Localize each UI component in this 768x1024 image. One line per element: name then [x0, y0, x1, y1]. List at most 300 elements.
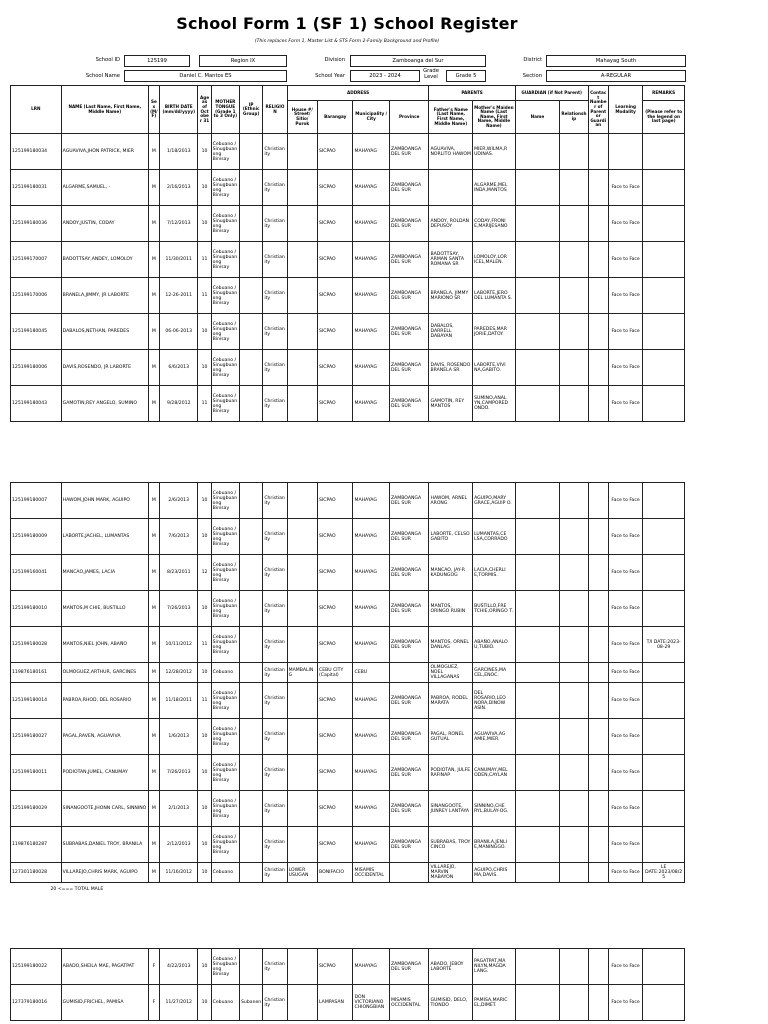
cell-remarks [643, 949, 685, 985]
cell-remarks [643, 314, 685, 350]
cell-prov: ZAMBOANGA DEL SUR [389, 683, 429, 719]
cell-father: BRANELA, JIMMY MARIONO SR [429, 278, 473, 314]
cell-sex: M [148, 350, 159, 386]
cell-sex: M [148, 555, 159, 591]
cell-grel [560, 627, 588, 663]
cell-contact [588, 591, 608, 627]
cell-father: ANDOY, ROLDAN DEPUSOY [429, 206, 473, 242]
cell-bdate: 4/22/2013 [159, 949, 198, 985]
cell-brgy: SICPAO [318, 278, 353, 314]
cell-bdate: 11/18/2011 [159, 683, 198, 719]
cell-sex: M [148, 591, 159, 627]
cell-sex: M [148, 242, 159, 278]
register-table-page-2 [10, 482, 685, 897]
cell-religion: Christianity [263, 350, 287, 386]
female-rows-section [11, 949, 685, 1021]
cell-mun: MAHAYAG [353, 206, 389, 242]
learner-row [11, 627, 685, 663]
cell-brgy: SICPAO [318, 827, 353, 863]
cell-father: LABORTE, CELSO GABITO [429, 519, 473, 555]
cell-tongue: Cebuano / Sinugbuanong Binisay [211, 134, 239, 170]
cell-age: 10 [198, 591, 211, 627]
cell-modality: Face to Face [608, 949, 642, 985]
cell-religion: Christianity [263, 483, 287, 519]
header-house: House #/ Street/ Sitio/ Purok [287, 101, 317, 134]
cell-lrn: 125199160041 [11, 555, 62, 591]
cell-mother: ALGARME,MEL INDA,MANTOS [473, 170, 516, 206]
cell-modality [608, 134, 642, 170]
cell-prov: ZAMBOANGA DEL SUR [389, 719, 429, 755]
cell-religion: Christianity [263, 949, 287, 985]
cell-age: 11 [198, 386, 211, 422]
cell-name: PODIOTAN,JUMEL, CANUMAY [61, 755, 148, 791]
cell-lrn: 125199170006 [11, 278, 62, 314]
cell-remarks [643, 985, 685, 1021]
cell-remarks [643, 206, 685, 242]
cell-ip [240, 242, 263, 278]
cell-prov: ZAMBOANGA DEL SUR [389, 314, 429, 350]
cell-gname [515, 206, 560, 242]
cell-brgy: LAMPASAN [318, 985, 353, 1021]
cell-grel [560, 206, 588, 242]
cell-religion: Christianity [263, 134, 287, 170]
cell-contact [588, 170, 608, 206]
cell-ip [240, 627, 263, 663]
cell-father: MANTOS, ORINGO RUBIN [429, 591, 473, 627]
cell-contact [588, 663, 608, 683]
cell-grel [560, 591, 588, 627]
cell-age: 11 [198, 683, 211, 719]
cell-grel [560, 863, 588, 883]
cell-tongue: Cebuano / Sinugbuanong Binisay [211, 483, 239, 519]
school-name-field: Daniel C. Mantos ES [124, 70, 287, 82]
cell-age: 10 [198, 755, 211, 791]
cell-religion: Christianity [263, 242, 287, 278]
cell-house [287, 755, 317, 791]
cell-gname [515, 591, 560, 627]
cell-religion: Christianity [263, 555, 287, 591]
cell-religion: Christianity [263, 591, 287, 627]
cell-mun: DON VICTORIANO CHIONGBIAN [353, 985, 389, 1021]
cell-brgy: BONIFACIO [318, 863, 353, 883]
cell-house [287, 386, 317, 422]
cell-lrn: 119876180161 [11, 663, 62, 683]
cell-name: MANCAO,JAMES, LACIA [61, 555, 148, 591]
cell-mun: MAHAYAG [353, 350, 389, 386]
cell-religion: Christianity [263, 985, 287, 1021]
cell-mother: LACIA,CHERLI E,TORMIS. [473, 555, 516, 591]
cell-prov: MISAMIS OCCIDENTAL [389, 985, 429, 1021]
cell-modality: Face to Face [608, 242, 642, 278]
cell-gname [515, 949, 560, 985]
cell-sex: M [148, 170, 159, 206]
cell-brgy: SICPAO [318, 627, 353, 663]
register-table-page-3 [10, 948, 685, 1021]
cell-modality: Face to Face [608, 314, 642, 350]
cell-gname [515, 314, 560, 350]
cell-sex: M [148, 206, 159, 242]
learner-row [11, 719, 685, 755]
cell-grel [560, 242, 588, 278]
cell-bdate: 06-06-2013 [159, 314, 198, 350]
learner-row [11, 386, 685, 422]
cell-mun: MAHAYAG [353, 719, 389, 755]
cell-contact [588, 719, 608, 755]
cell-lrn: 125199180014 [11, 683, 62, 719]
header-modality: Learning Modality [608, 86, 642, 134]
cell-house [287, 555, 317, 591]
cell-ip [240, 591, 263, 627]
cell-mun: MAHAYAG [353, 519, 389, 555]
cell-lrn: 125199180028 [11, 627, 62, 663]
cell-religion: Christianity [263, 627, 287, 663]
cell-sex: M [148, 134, 159, 170]
cell-name: AGUAVIVA,JHON PATRICK, MIER [61, 134, 148, 170]
cell-name: SUBRABAS,DANIEL TROY, BRANILA [61, 827, 148, 863]
cell-modality: Face to Face [608, 206, 642, 242]
cell-tongue: Cebuano / Sinugbuanong Binisay [211, 242, 239, 278]
cell-age: 10 [198, 314, 211, 350]
cell-ip [240, 278, 263, 314]
cell-sex: F [148, 985, 159, 1021]
cell-brgy: SICPAO [318, 314, 353, 350]
cell-brgy: SICPAO [318, 555, 353, 591]
cell-age: 10 [198, 663, 211, 683]
cell-gname [515, 170, 560, 206]
cell-sex: M [148, 827, 159, 863]
cell-contact [588, 755, 608, 791]
header-sex: Sex (M/F) [148, 86, 159, 134]
learner-row [11, 483, 685, 519]
cell-bdate: 11/16/2012 [159, 863, 198, 883]
learner-row [11, 591, 685, 627]
cell-grel [560, 663, 588, 683]
cell-bdate: 7/26/2013 [159, 591, 198, 627]
cell-father: AGUAVIVA, NORLITO HAWOM [429, 134, 473, 170]
cell-mother: PAREDES,MAR JORIE,DATOY. [473, 314, 516, 350]
cell-religion: Christianity [263, 314, 287, 350]
total-male-row [11, 883, 685, 897]
cell-house [287, 314, 317, 350]
cell-house [287, 591, 317, 627]
cell-contact [588, 985, 608, 1021]
cell-lrn: 125199180029 [11, 791, 62, 827]
cell-modality: Face to Face [608, 863, 642, 883]
district-field: Mahayag South [546, 55, 686, 67]
cell-contact [588, 134, 608, 170]
header-religion: RELIGION [263, 86, 287, 134]
cell-lrn: 125199180043 [11, 386, 62, 422]
cell-brgy: SICPAO [318, 949, 353, 985]
cell-lrn: 125199180007 [11, 483, 62, 519]
cell-gname [515, 827, 560, 863]
cell-mother: MIER,WILMA,R UDINAS. [473, 134, 516, 170]
cell-prov: ZAMBOANGA DEL SUR [389, 827, 429, 863]
learner-row [11, 663, 685, 683]
cell-contact [588, 483, 608, 519]
cell-age: 10 [198, 863, 211, 883]
cell-lrn: 125199170007 [11, 242, 62, 278]
header-province: Province [389, 101, 429, 134]
cell-mother: AGUIPO,MARY GRACE,AGUIP O. [473, 483, 516, 519]
cell-modality: Face to Face [608, 985, 642, 1021]
cell-modality: Face to Face [608, 663, 642, 683]
cell-ip [240, 483, 263, 519]
cell-prov: ZAMBOANGA DEL SUR [389, 949, 429, 985]
cell-religion: Christianity [263, 791, 287, 827]
cell-gname [515, 863, 560, 883]
cell-modality: Face to Face [608, 719, 642, 755]
cell-sex: F [148, 949, 159, 985]
cell-remarks [643, 350, 685, 386]
cell-mun: MAHAYAG [353, 949, 389, 985]
cell-religion: Christianity [263, 683, 287, 719]
cell-age: 11 [198, 278, 211, 314]
male-rows-section-2 [11, 483, 685, 883]
cell-house: MAMBALING [287, 663, 317, 683]
cell-contact [588, 242, 608, 278]
cell-modality: Face to Face [608, 483, 642, 519]
cell-lrn: 125199180006 [11, 350, 62, 386]
school-id-field: 125199 [124, 55, 190, 67]
cell-prov [389, 663, 429, 683]
cell-mun: MISAMIS OCCIDENTAL [353, 863, 389, 883]
cell-modality: Face to Face [608, 350, 642, 386]
grade-level-field: Grade 5 [446, 70, 486, 82]
cell-ip [240, 683, 263, 719]
cell-bdate: 12-26-2011 [159, 278, 198, 314]
cell-house [287, 627, 317, 663]
learner-row [11, 985, 685, 1021]
cell-grel [560, 755, 588, 791]
cell-mother: SUMINO,ANAL YN,CAMPORED ONDO. [473, 386, 516, 422]
cell-prov: ZAMBOANGA DEL SUR [389, 134, 429, 170]
cell-tongue: Cebuano / Sinugbuanong Binisay [211, 314, 239, 350]
cell-grel [560, 791, 588, 827]
cell-name: GAMOTIN,REY ANGELO, SUMINO [61, 386, 148, 422]
cell-mother: PAMISA,MARIC EL,DIMET. [473, 985, 516, 1021]
learner-row [11, 827, 685, 863]
header-parents: PARENTS [429, 86, 515, 101]
cell-name: ALGARME,SAMUEL, - [61, 170, 148, 206]
cell-sex: M [148, 791, 159, 827]
header-contact: Contact Number of Parent or Guardian [588, 86, 608, 134]
cell-mun: MAHAYAG [353, 683, 389, 719]
cell-mother: CODAY,FRONI E,MARIJESANO [473, 206, 516, 242]
cell-tongue: Cebuano / Sinugbuanong Binisay [211, 719, 239, 755]
cell-lrn: 125199180011 [11, 755, 62, 791]
cell-brgy: SICPAO [318, 683, 353, 719]
cell-prov: ZAMBOANGA DEL SUR [389, 627, 429, 663]
learner-row [11, 949, 685, 985]
cell-mun: MAHAYAG [353, 242, 389, 278]
school-year-field: 2023 - 2024 [350, 70, 420, 82]
cell-name: HAWOM,JOHN MARK, AGUIPO [61, 483, 148, 519]
male-rows-section-1 [11, 134, 685, 422]
cell-prov: ZAMBOANGA DEL SUR [389, 791, 429, 827]
cell-bdate: 1/18/2013 [159, 134, 198, 170]
cell-brgy: SICPAO [318, 719, 353, 755]
cell-tongue: Cebuano [211, 985, 239, 1021]
cell-mother: LOMOLOY,LOR ICEL,MALEN. [473, 242, 516, 278]
cell-tongue: Cebuano / Sinugbuanong Binisay [211, 170, 239, 206]
cell-modality: Face to Face [608, 386, 642, 422]
cell-tongue: Cebuano / Sinugbuanong Binisay [211, 627, 239, 663]
cell-remarks [643, 386, 685, 422]
cell-tongue: Cebuano / Sinugbuanong Binisay [211, 350, 239, 386]
cell-lrn: 125199180036 [11, 206, 62, 242]
cell-house: LOWER USUGAN [287, 863, 317, 883]
cell-religion: Christianity [263, 206, 287, 242]
district-label: District [523, 57, 542, 63]
cell-gname [515, 134, 560, 170]
cell-gname [515, 719, 560, 755]
cell-brgy: SICPAO [318, 519, 353, 555]
cell-remarks [643, 519, 685, 555]
cell-tongue: Cebuano / Sinugbuanong Binisay [211, 827, 239, 863]
cell-bdate: 11/30/2011 [159, 242, 198, 278]
cell-grel [560, 314, 588, 350]
cell-father: SINANGOOTE, JUNREY LANTAYA [429, 791, 473, 827]
cell-prov: ZAMBOANGA DEL SUR [389, 386, 429, 422]
cell-grel [560, 386, 588, 422]
cell-religion: Christianity [263, 386, 287, 422]
cell-father: OLMOGUEZ, NOEL VILLAGANAS [429, 663, 473, 683]
cell-bdate: 11/27/2012 [159, 985, 198, 1021]
cell-father: PODIOTAN, JULFE RAFINAP [429, 755, 473, 791]
cell-lrn: 125199180027 [11, 719, 62, 755]
cell-house [287, 170, 317, 206]
cell-mun: MAHAYAG [353, 170, 389, 206]
learner-row [11, 791, 685, 827]
cell-tongue: Cebuano / Sinugbuanong Binisay [211, 555, 239, 591]
cell-age: 10 [198, 483, 211, 519]
cell-father: ABADO, JEBOY LABORTE [429, 949, 473, 985]
cell-mun: MAHAYAG [353, 314, 389, 350]
cell-religion: Christianity [263, 755, 287, 791]
register-table-page-1 [10, 85, 685, 422]
cell-ip [240, 386, 263, 422]
cell-father: PAGAL, RONEL GUTUAL [429, 719, 473, 755]
cell-tongue: Cebuano / Sinugbuanong Binisay [211, 755, 239, 791]
cell-age: 10 [198, 791, 211, 827]
learner-row [11, 863, 685, 883]
cell-ip [240, 863, 263, 883]
learner-row [11, 350, 685, 386]
cell-grel [560, 827, 588, 863]
school-year-label: School Year [315, 73, 345, 79]
cell-gname [515, 985, 560, 1021]
cell-house [287, 791, 317, 827]
cell-name: OLMOGUEZ,ARTHUR, GARCINES [61, 663, 148, 683]
cell-mun: MAHAYAG [353, 278, 389, 314]
cell-house [287, 134, 317, 170]
cell-remarks: LE DATE:2023/08/25 [643, 863, 685, 883]
cell-gname [515, 483, 560, 519]
cell-age: 10 [198, 949, 211, 985]
cell-lrn: 119876180287 [11, 827, 62, 863]
cell-contact [588, 627, 608, 663]
header-barangay: Barangay [318, 101, 353, 134]
cell-lrn: 125199180009 [11, 519, 62, 555]
learner-row [11, 206, 685, 242]
cell-bdate: 10/11/2012 [159, 627, 198, 663]
cell-ip [240, 827, 263, 863]
cell-brgy: SICPAO [318, 386, 353, 422]
cell-mother: PAGATPAT,MA NILYN,MAGDA LANG. [473, 949, 516, 985]
cell-ip: Subanen [240, 985, 263, 1021]
header-mother: Mother's Maiden Name (Last Name, First Name, Middle Name) [473, 101, 516, 134]
cell-remarks [643, 170, 685, 206]
cell-brgy: SICPAO [318, 134, 353, 170]
cell-father: HAWOM, ARNEL ARONG [429, 483, 473, 519]
cell-sex: M [148, 519, 159, 555]
cell-tongue: Cebuano / Sinugbuanong Binisay [211, 206, 239, 242]
cell-father: MANCAO, JAY-R KADUNGOG [429, 555, 473, 591]
cell-prov: ZAMBOANGA DEL SUR [389, 242, 429, 278]
cell-contact [588, 863, 608, 883]
header-remarks: REMARKS [643, 86, 685, 101]
cell-name: DABALOS,NETHAN, PAREDES [61, 314, 148, 350]
header-address: ADDRESS [287, 86, 429, 101]
cell-grel [560, 719, 588, 755]
cell-mun: MAHAYAG [353, 134, 389, 170]
cell-name: SINANGOOTE,JHONN CARL, SINNINO [61, 791, 148, 827]
cell-sex: M [148, 755, 159, 791]
cell-house [287, 242, 317, 278]
cell-modality: Face to Face [608, 791, 642, 827]
cell-ip [240, 791, 263, 827]
cell-lrn: 125199180034 [11, 134, 62, 170]
cell-remarks [643, 719, 685, 755]
cell-ip [240, 350, 263, 386]
learner-row [11, 170, 685, 206]
cell-grel [560, 519, 588, 555]
cell-name: BADOTTSAY,ANDEY, LOMOLOY [61, 242, 148, 278]
cell-mother: LABORTE,JERO DEL LUMANTA S. [473, 278, 516, 314]
cell-religion: Christianity [263, 170, 287, 206]
cell-name: PAGAL,RAVEN, AGUAVIVA [61, 719, 148, 755]
cell-religion: Christianity [263, 663, 287, 683]
cell-ip [240, 663, 263, 683]
cell-modality: Face to Face [608, 627, 642, 663]
cell-father: MANTOS, ORNEL DANLAG [429, 627, 473, 663]
cell-mun: MAHAYAG [353, 483, 389, 519]
cell-brgy: SICPAO [318, 242, 353, 278]
grade-level-label: Grade Level [423, 68, 439, 80]
cell-bdate: 6/6/2013 [159, 350, 198, 386]
cell-ip [240, 555, 263, 591]
cell-grel [560, 134, 588, 170]
cell-father: DABALOS, DARRELL DABAYAN [429, 314, 473, 350]
cell-brgy: SICPAO [318, 755, 353, 791]
cell-contact [588, 350, 608, 386]
cell-bdate: 7/6/2013 [159, 519, 198, 555]
cell-contact [588, 827, 608, 863]
learner-row [11, 755, 685, 791]
total-male-label: <=== TOTAL MALE [57, 887, 104, 893]
cell-modality: Face to Face [608, 755, 642, 791]
header-guardian-name: Name [515, 101, 560, 134]
cell-mother: BUSTILLO,FRE TCHIE,ORINGO T. [473, 591, 516, 627]
cell-mother: LABORTE,VIVI NA,GABITO. [473, 350, 516, 386]
cell-house [287, 827, 317, 863]
cell-contact [588, 206, 608, 242]
cell-remarks [643, 591, 685, 627]
cell-bdate: 2/6/2013 [159, 483, 198, 519]
cell-contact [588, 949, 608, 985]
cell-tongue: Cebuano / Sinugbuanong Binisay [211, 519, 239, 555]
